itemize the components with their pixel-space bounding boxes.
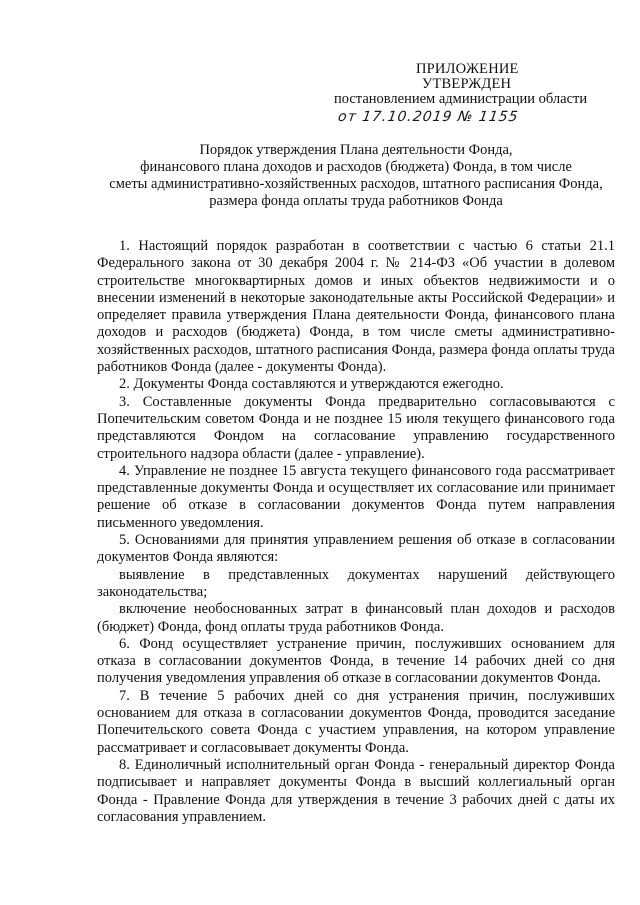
title-line: Порядок утверждения Плана деятельности Фонда, bbox=[199, 142, 513, 158]
paragraph-6: 6. Фонд осуществляет устранение причин, послуживших основанием для отказа в согласовании документов Фонда, в течение 14 рабочих дней со дня получения уведомления управления об отказе в согласовании документов Фонда. bbox=[97, 635, 615, 687]
resolution-label: постановлением администрации области bbox=[334, 91, 588, 107]
title-line: размера фонда оплаты труда работников Фонда bbox=[209, 193, 503, 209]
handwritten-date-number: от 17.10.2019 № 1155 bbox=[336, 109, 520, 125]
paragraph-4: 4. Управление не позднее 15 августа текущего финансового года рассматривает представленные документы Фонда и осуществляет их согласование или принимает решение об отказе в согласовании документов Фонда путем направления письменного уведомления. bbox=[97, 462, 615, 531]
paragraph-7: 7. В течение 5 рабочих дней со дня устранения причин, послуживших основанием для отказа в согласовании документов Фонда, проводится заседание Попечительского совета Фонда с участием управления, на котором управление рассматривает и согласовывает документы Фонда. bbox=[97, 687, 615, 756]
approved-label: УТВЕРЖДЕН bbox=[422, 76, 512, 92]
title-line: сметы административно-хозяйственных расходов, штатного расписания Фонда, bbox=[109, 176, 603, 192]
paragraph-5: 5. Основаниями для принятия управлением решения об отказе в согласовании документов Фонда являются: bbox=[97, 532, 615, 566]
paragraph-5-item-2: включение необоснованных затрат в финансовый план доходов и расходов (бюджет) Фонда, фонд оплаты труда работников Фонда. bbox=[97, 601, 615, 635]
document-title bbox=[96, 142, 616, 210]
paragraph-3: 3. Составленные документы Фонда предварительно согласовываются с Попечительским советом Фонда и не позднее 15 июля текущего финансового года представляются Фондом на согласование управлению государственного строительного надзора области (далее - управление). bbox=[97, 393, 615, 462]
paragraph-8: 8. Единоличный исполнительный орган Фонда - генеральный директор Фонда подписывает и направляет документы Фонда в высший коллегиальный орган Фонда - Правление Фонда для утверждения в течение 3 рабочих дней с даты их согласования управлением. bbox=[97, 756, 615, 825]
paragraph-1: 1. Настоящий порядок разработан в соответствии с частью 6 статьи 21.1 Федерального закона от 30 декабря 2004 г. № 214-ФЗ «Об участии в долевом строительстве многоквартирных домов и иных объектов недвижимости и о внесении изменений в некоторые законодательные акты Российской Федерации» и определяет правила утверждения Плана деятельности Фонда, финансового плана доходов и расходов (бюджета) Фонда, в том числе сметы административно-хозяйственных расходов, штатного расписания Фонда, размера фонда оплаты труда работников Фонда (далее - документы Фонда). bbox=[97, 238, 615, 376]
paragraph-5-item-1: выявление в представленных документах нарушений действующего законодательства; bbox=[97, 566, 615, 600]
document-body bbox=[97, 238, 615, 826]
approval-block bbox=[330, 62, 610, 125]
paragraph-2: 2. Документы Фонда составляются и утверждаются ежегодно. bbox=[119, 376, 504, 393]
title-line: финансового плана доходов и расходов (бюджета) Фонда, в том числе bbox=[140, 159, 572, 175]
appendix-label: ПРИЛОЖЕНИЕ bbox=[416, 61, 519, 77]
